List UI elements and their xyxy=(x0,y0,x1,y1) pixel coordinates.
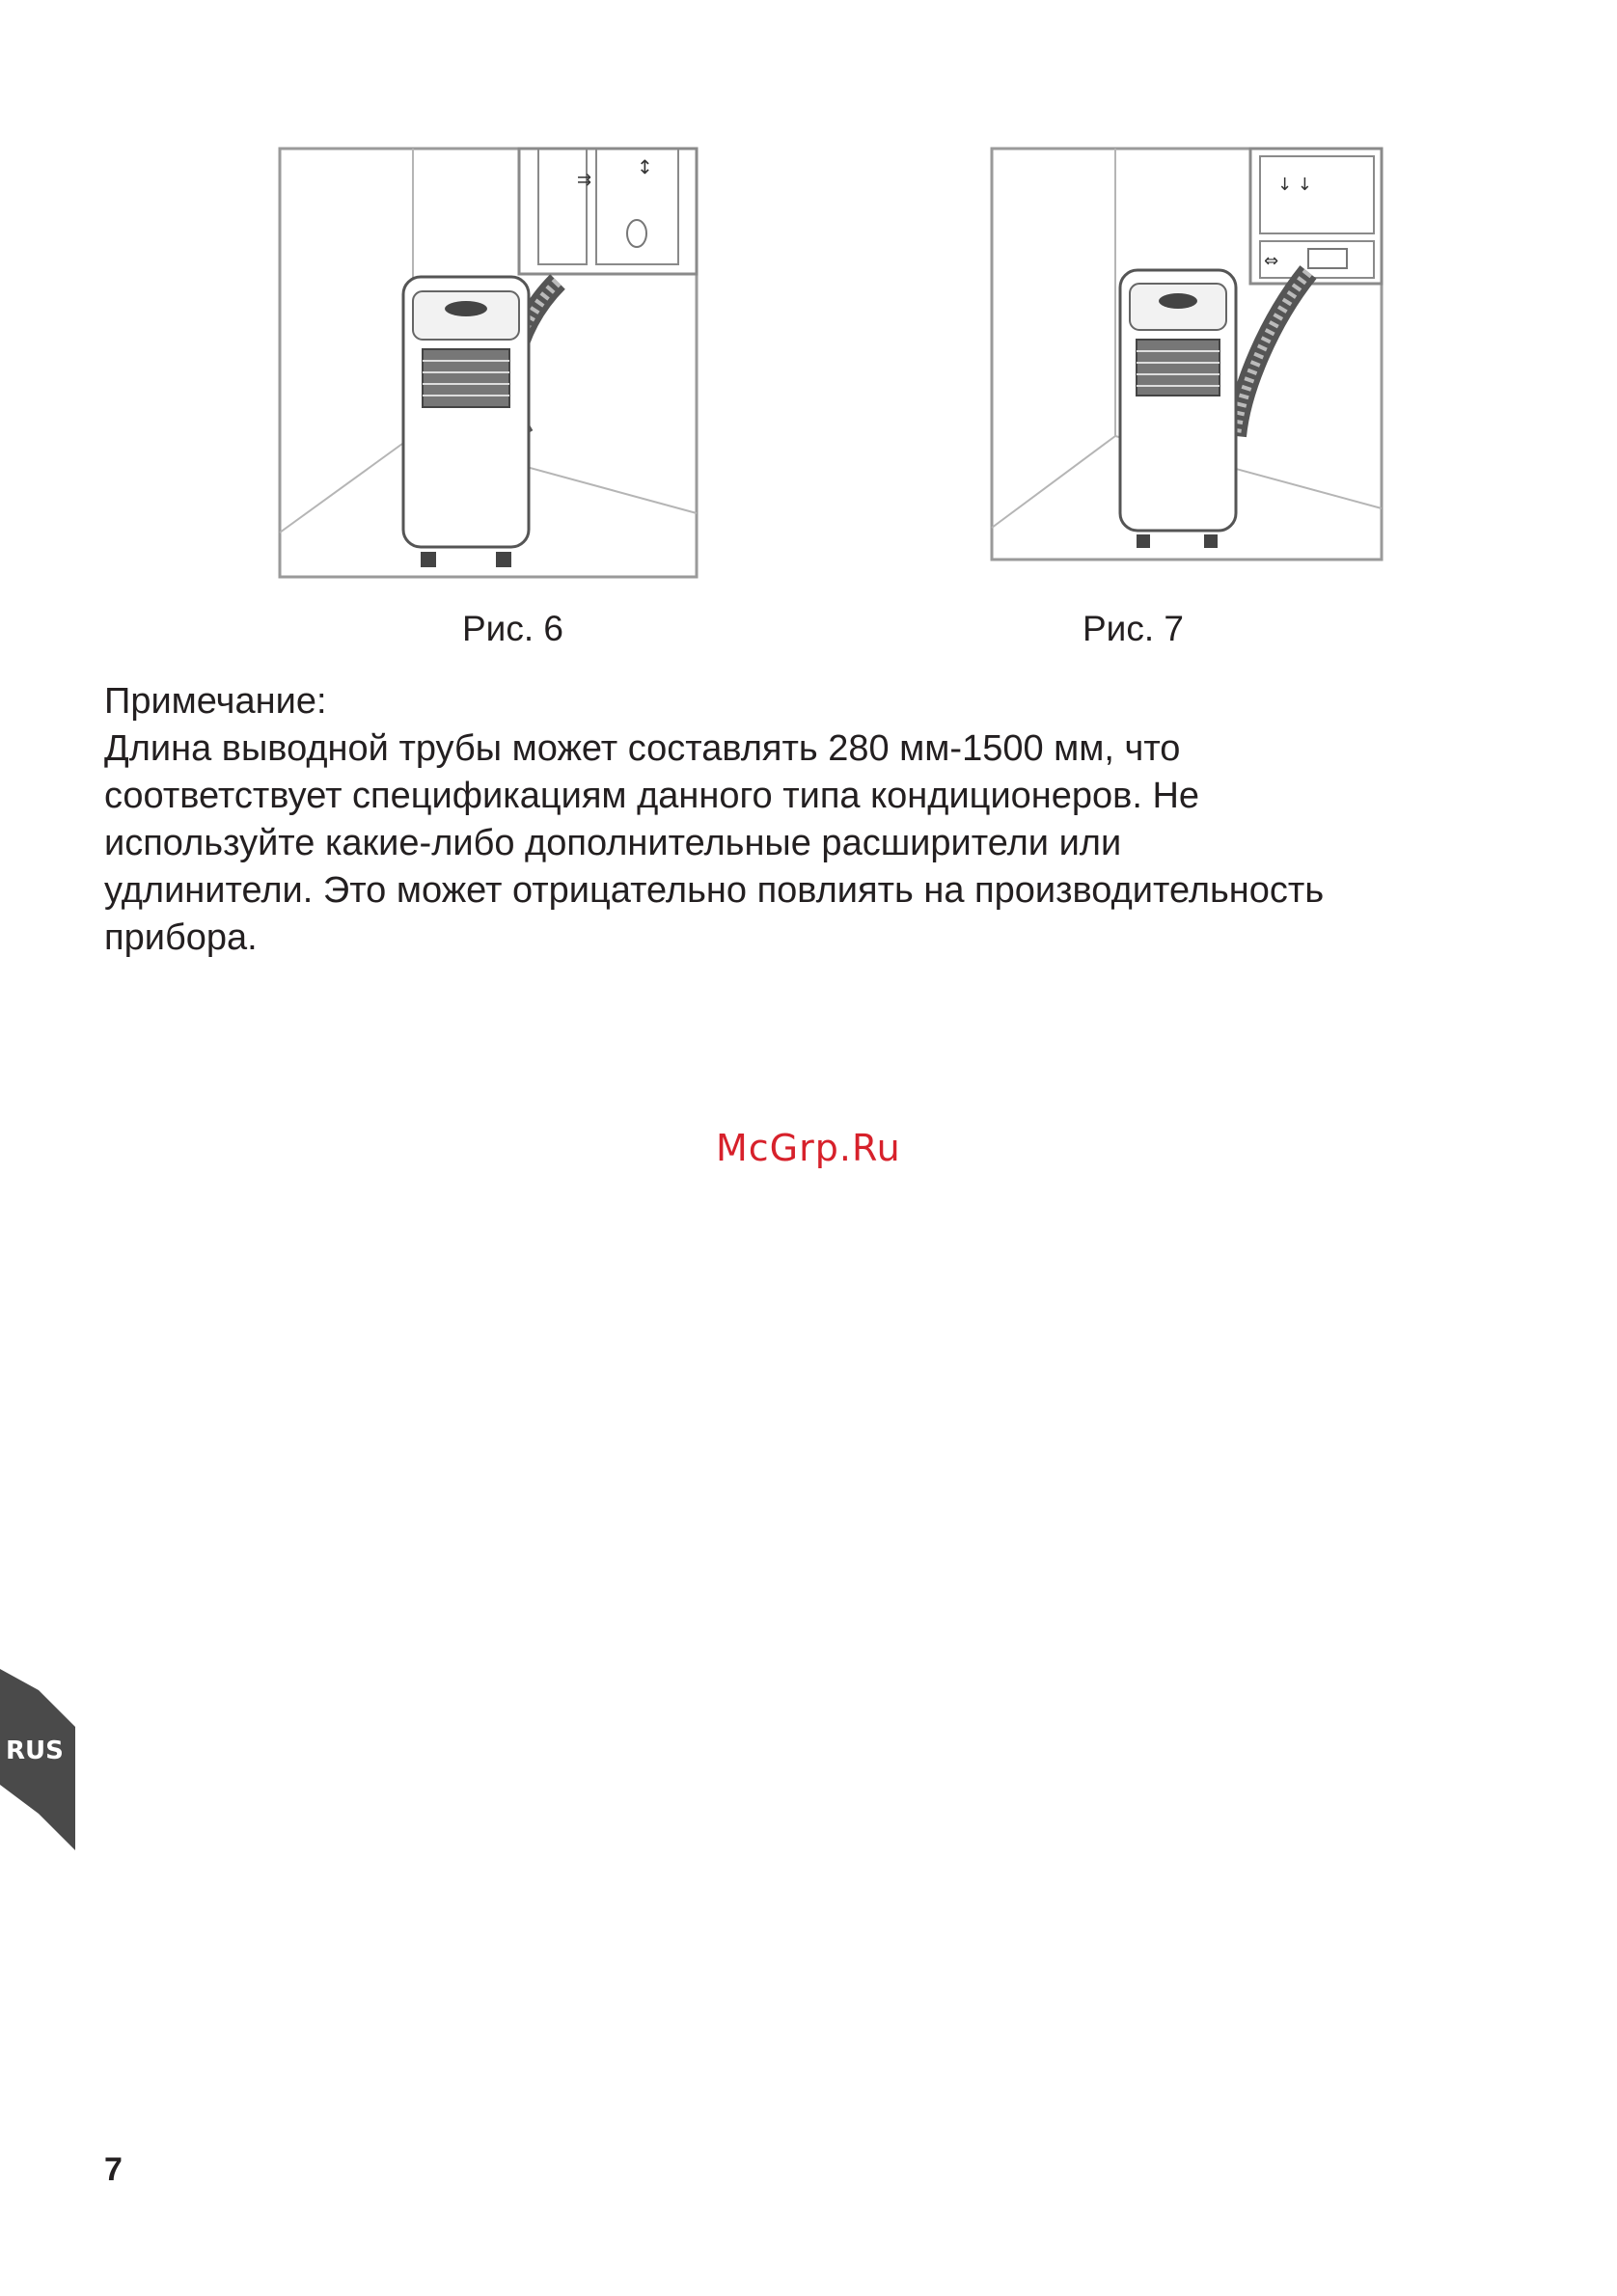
svg-text:⇔: ⇔ xyxy=(1264,251,1279,271)
note-body xyxy=(104,725,1561,962)
figure-6-caption: Рис. 6 xyxy=(462,609,563,648)
svg-text:↓ ↓: ↓ ↓ xyxy=(1277,175,1312,195)
page-number: 7 xyxy=(104,2151,123,2188)
watermark: McGrp.Ru xyxy=(716,1127,901,1169)
figure-6-drawing xyxy=(278,147,699,579)
note-line: Длина выводной трубы может составлять 280 мм-1500 мм, что xyxy=(104,728,1181,769)
figure-7-caption: Рис. 7 xyxy=(1083,609,1184,648)
note-line: прибора. xyxy=(104,917,258,958)
svg-text:⇉: ⇉ xyxy=(577,170,592,190)
note-line: удлинители. Это может отрицательно повлиять на производительность xyxy=(104,870,1325,911)
svg-text:↕: ↕ xyxy=(637,155,653,178)
figure-7-illustration xyxy=(990,147,1384,561)
figure-6-illustration xyxy=(278,147,699,579)
note-title: Примечание: xyxy=(104,681,327,722)
note-line: соответствует спецификациям данного типа кондиционеров. Не xyxy=(104,776,1200,816)
note-line: используйте какие-либо дополнительные расширители или xyxy=(104,823,1122,863)
language-tab-label: RUS xyxy=(6,1736,64,1765)
figure-7-drawing xyxy=(990,147,1384,561)
